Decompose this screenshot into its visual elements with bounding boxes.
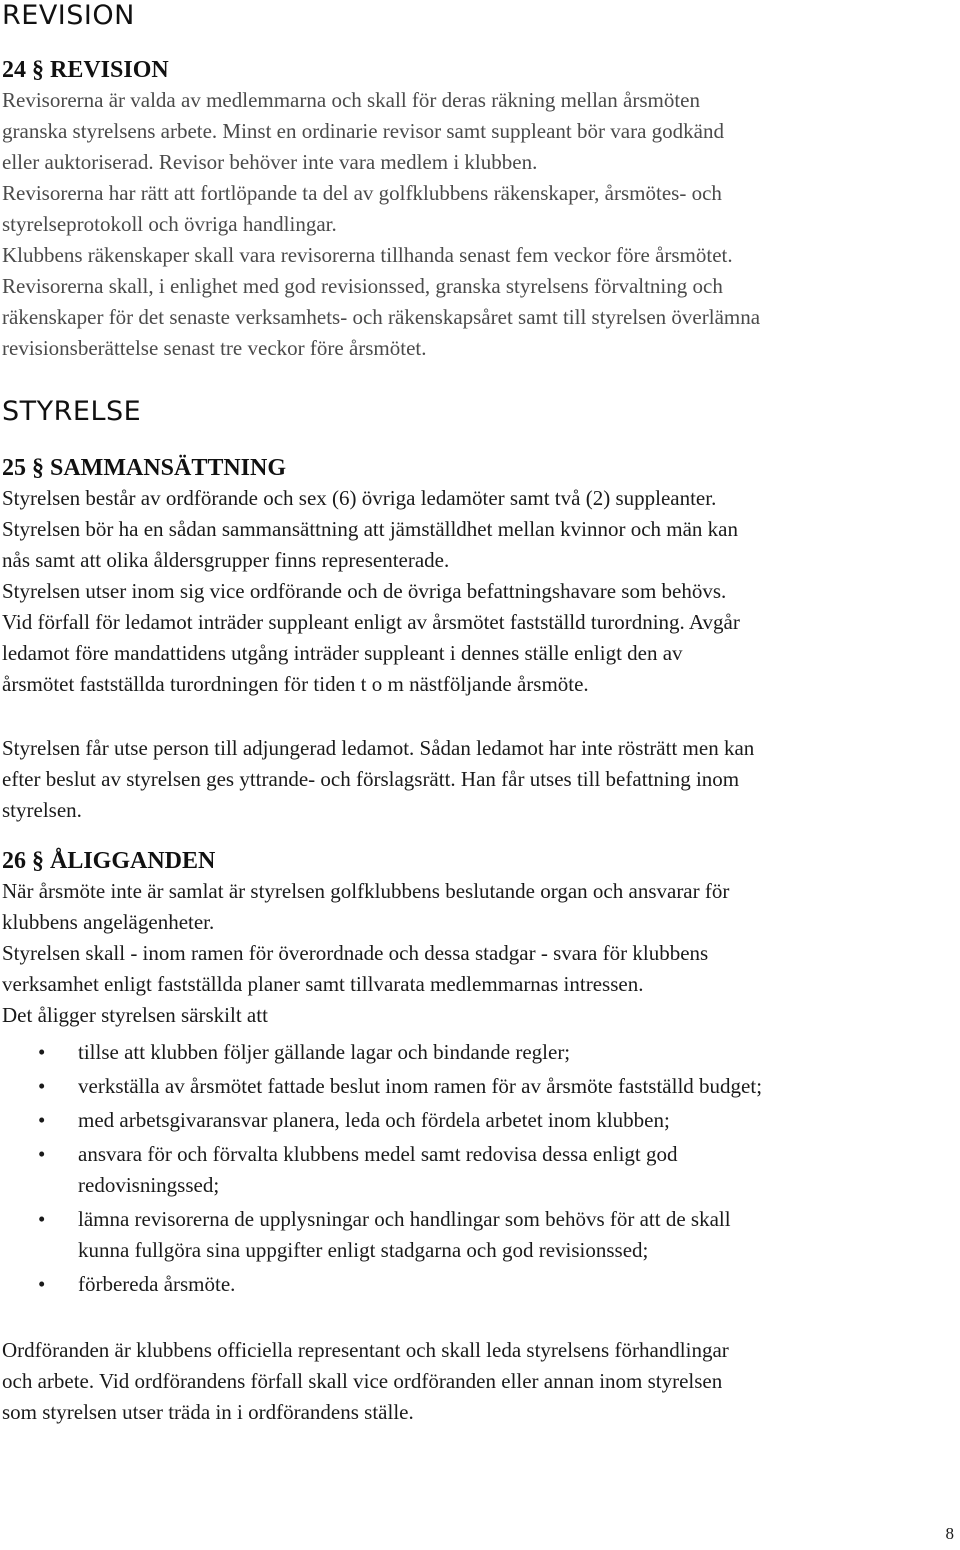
paragraph-26-aligganden — [2, 846, 958, 1031]
paragraph-25-sammansattning — [2, 453, 958, 700]
s25-body-2: Styrelsen får utse person till adjungerad ledamot. Sådan ledamot har inte rösträtt men kan efter beslut av styrelsen ges yttrande- och förslagsrätt. Han får utses till befattning inom styrelsen. — [2, 736, 755, 822]
section-title-styrelse: STYRELSE — [2, 396, 142, 427]
heading-26: 26 § ÅLIGGANDEN — [2, 848, 216, 874]
s26-closing: Ordföranden är klubbens officiella representant och skall leda styrelsens förhandlingar och arbete. Vid ordförandens förfall skall vice ordföranden eller annan inom styrelsen som styrelsen utser träda in i ordförandens ställe. — [2, 1338, 729, 1424]
list-item: • med arbetsgivaransvar planera, leda och fördela arbetet inom klubben; — [2, 1105, 958, 1136]
duties-list-container — [2, 1037, 958, 1303]
section-title-revision: REVISION — [2, 0, 135, 31]
s24-line: Revisorerna är valda av medlemmarna och skall för deras räkning mellan årsmöten granska styrelsens arbete. Minst en ordinarie revisor samt suppleant bör vara godkänd eller auktoriserad. Revisor behöver inte vara medlem i klubben. Revisorerna har rätt att fortlöpande ta del av golfklubbens räkenskaper, årsmötes- och styrelseprotokoll och övriga handlingar. Klubbens räkenskaper skall vara revisorerna tillhanda senast fem veckor före årsmötet. Revisorerna skall, i enlighet med god revisionssed, granska styrelsens förvaltning och räkenskaper för det senaste verksamhets- och räkenskapsåret samt till styrelsen överlämna revisionsberättelse senast tre veckor före årsmötet. — [2, 88, 761, 360]
heading-24: 24 § REVISION — [2, 57, 169, 83]
bullet-icon: • — [38, 1040, 46, 1064]
paragraph-25-adjungerad — [2, 733, 958, 826]
paragraph-26-ordforande — [2, 1335, 958, 1428]
s25-body: Styrelsen består av ordförande och sex (6) övriga ledamöter samt två (2) suppleanter. Styrelsen bör ha en sådan sammansättning att jämställdhet mellan kvinnor och män kan nås samt att olika åldersgrupper finns representerade. Styrelsen utser inom sig vice ordförande och de övriga befattningshavare som behövs. Vid förfall för ledamot inträder suppleant enligt av årsmötet fastställd turordning. Avgår ledamot före mandattidens utgång inträder suppleant i dennes ställe enligt den av årsmötet fastställda turordningen för tiden t o m nästföljande årsmöte. — [2, 486, 740, 696]
list-item: • tillse att klubben följer gällande lagar och bindande regler; — [2, 1037, 958, 1068]
heading-25: 25 § SAMMANSÄTTNING — [2, 455, 287, 481]
bullet-icon: • — [38, 1207, 46, 1231]
page-number: 8 — [945, 1524, 954, 1543]
duties-list — [2, 1037, 958, 1300]
bullet-icon: • — [38, 1108, 46, 1132]
bullet-icon: • — [38, 1074, 46, 1098]
list-item: • förbereda årsmöte. — [2, 1269, 958, 1300]
list-item: • ansvara för och förvalta klubbens medel samt redovisa dessa enligt god redovisningssed; — [2, 1139, 958, 1201]
bullet-icon: • — [38, 1272, 46, 1296]
list-item: • lämna revisorerna de upplysningar och handlingar som behövs för att de skall kunna fullgöra sina uppgifter enligt stadgarna och god revisionssed; — [2, 1204, 958, 1266]
bullet-icon: • — [38, 1142, 46, 1166]
list-item: • verkställa av årsmötet fattade beslut inom ramen för av årsmöte fastställd budget; — [2, 1071, 958, 1102]
s26-body: När årsmöte inte är samlat är styrelsen golfklubbens beslutande organ och ansvarar för klubbens angelägenheter. Styrelsen skall - inom ramen för överordnade och dessa stadgar - svara för klubbens verksamhet enligt fastställda planer samt tillvarata medlemmarnas intressen. Det åligger styrelsen särskilt att — [2, 879, 730, 1027]
paragraph-24-revision — [2, 55, 958, 364]
